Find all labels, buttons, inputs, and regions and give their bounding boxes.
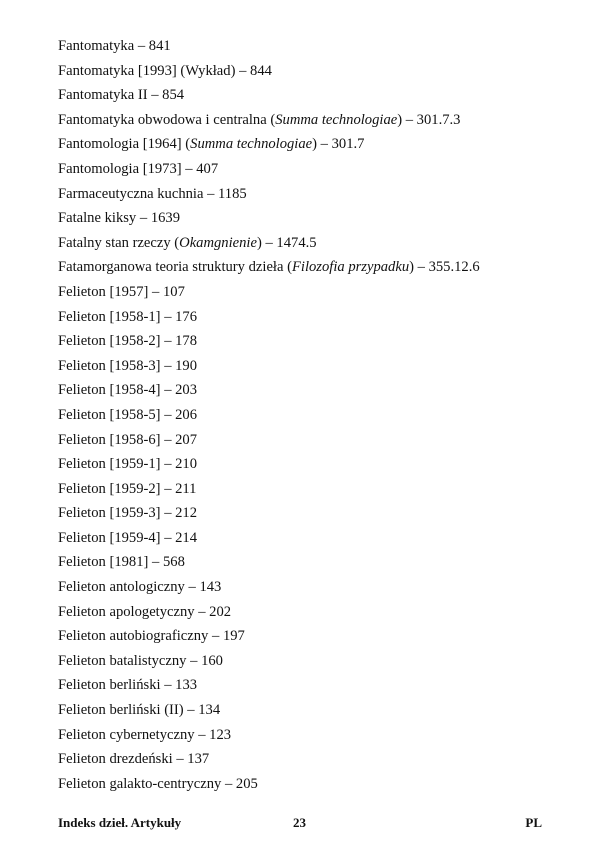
- index-entry: [58, 83, 578, 108]
- footer-language: PL: [525, 815, 542, 830]
- index-entry: [58, 403, 578, 428]
- index-entry: [58, 772, 578, 797]
- entry-text: Felieton [1959-4] – 214: [58, 529, 198, 546]
- index-entry: [58, 698, 578, 723]
- entry-text: Felieton [1958-2] – 178: [58, 333, 198, 350]
- index-entry: [58, 132, 578, 157]
- index-entry: [58, 231, 578, 256]
- page-footer: [58, 813, 542, 833]
- index-entry: [58, 182, 578, 207]
- footer-title: Indeks dzieł. Artykuły: [58, 815, 182, 830]
- index-entry: [58, 305, 578, 330]
- entry-text: Felieton [1959-2] – 211: [58, 480, 197, 497]
- entry-text: Felieton antologiczny – 143: [58, 579, 222, 596]
- index-entry: [58, 206, 578, 231]
- entry-text: Fantomologia [1964] (: [58, 136, 191, 153]
- entry-source-title: Filozofia przypadku: [291, 259, 410, 276]
- entry-text: Fantomatyka – 841: [58, 38, 171, 54]
- entry-text: Felieton [1981] – 568: [58, 554, 185, 571]
- entry-text: Felieton [1958-3] – 190: [58, 357, 198, 374]
- entry-text: Felieton cybernetyczny – 123: [58, 726, 232, 743]
- entry-text: Farmaceutyczna kuchnia – 1185: [58, 185, 247, 202]
- index-entry: [58, 526, 578, 551]
- index-entry: [58, 329, 578, 354]
- index-entry-list: [58, 34, 578, 796]
- entry-text: Fantomatyka obwodowa i centralna (: [58, 111, 276, 128]
- entry-text: Fatamorganowa teoria struktury dzieła (: [58, 259, 292, 276]
- entry-text: Fantomatyka [1993] (Wykład) – 844: [58, 62, 272, 79]
- entry-text: ) – 1474.5: [256, 234, 317, 251]
- index-entry: [58, 501, 578, 526]
- index-entry: [58, 428, 578, 453]
- index-entry: [58, 280, 578, 305]
- index-entry: [58, 723, 578, 748]
- entry-source-title: Okamgnienie: [179, 234, 257, 251]
- index-entry: [58, 378, 578, 403]
- index-entry: [58, 673, 578, 698]
- entry-text: Fatalne kiksy – 1639: [58, 210, 181, 227]
- index-entry: [58, 600, 578, 625]
- entry-text: ) – 301.7: [312, 136, 365, 153]
- entry-text: ) – 301.7.3: [397, 111, 461, 128]
- entry-text: Felieton autobiograficzny – 197: [58, 628, 245, 645]
- index-entry: [58, 452, 578, 477]
- entry-text: Felieton galakto-centryczny – 205: [58, 775, 258, 792]
- index-entry: [58, 624, 578, 649]
- entry-text: Felieton [1959-3] – 212: [58, 505, 198, 522]
- entry-text: Fantomatyka II – 854: [58, 87, 185, 104]
- entry-text: Fatalny stan rzeczy (: [58, 234, 180, 251]
- entry-text: Felieton [1958-5] – 206: [58, 406, 198, 423]
- index-entry: [58, 34, 578, 59]
- index-entry: [58, 477, 578, 502]
- entry-text: Felieton berliński (II) – 134: [58, 702, 221, 719]
- entry-text: Felieton batalistyczny – 160: [58, 652, 223, 669]
- index-entry: [58, 575, 578, 600]
- index-entry: [58, 255, 578, 280]
- entry-source-title: Summa technologiae: [190, 136, 313, 153]
- index-entry: [58, 354, 578, 379]
- index-entry: [58, 747, 578, 772]
- index-entry: [58, 550, 578, 575]
- entry-source-title: Summa technologiae: [275, 111, 398, 128]
- entry-text: Fantomologia [1973] – 407: [58, 160, 219, 177]
- page-number: 23: [293, 815, 306, 830]
- entry-text: Felieton [1958-1] – 176: [58, 308, 198, 325]
- index-entry: [58, 59, 578, 84]
- entry-text: Felieton [1958-6] – 207: [58, 431, 198, 448]
- entry-text: Felieton [1958-4] – 203: [58, 382, 198, 399]
- entry-text: Felieton [1957] – 107: [58, 283, 185, 300]
- entry-text: Felieton berliński – 133: [58, 677, 198, 694]
- index-entry: [58, 649, 578, 674]
- entry-text: Felieton drezdeński – 137: [58, 751, 210, 768]
- index-entry: [58, 108, 578, 133]
- entry-text: Felieton [1959-1] – 210: [58, 456, 198, 473]
- entry-text: Felieton apologetyczny – 202: [58, 603, 232, 620]
- index-entry: [58, 157, 578, 182]
- entry-text: ) – 355.12.6: [409, 259, 480, 276]
